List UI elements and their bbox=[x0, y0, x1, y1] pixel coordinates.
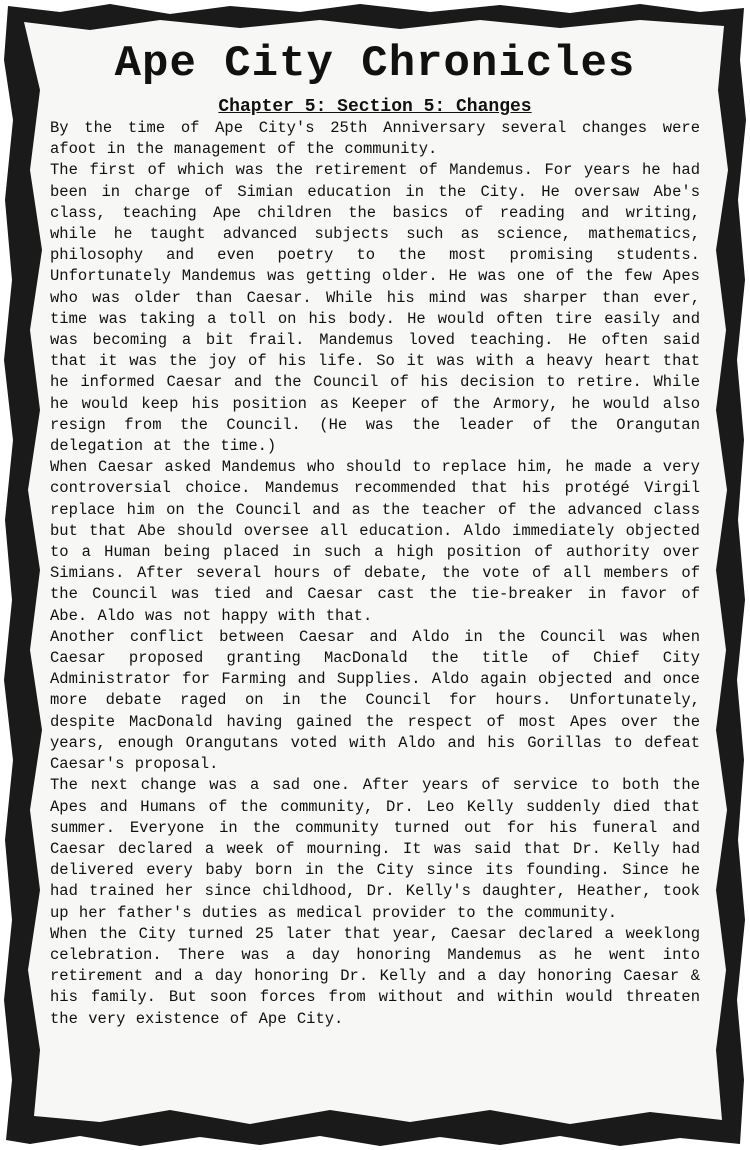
paragraph-1: By the time of Ape City's 25th Anniversary several changes were afoot in the management of the community. bbox=[50, 119, 700, 159]
section-heading: Chapter 5: Section 5: Changes bbox=[218, 97, 532, 117]
paragraph-5: The next change was a sad one. After years of service to both the Apes and Humans of the community, Dr. Leo Kelly suddenly died that summer. Everyone in the community turned out for his funeral and Caesar declared a week of mourning. It was said that Dr. Kelly had delivered every baby born in the City since its founding. Since he had trained her since childhood, Dr. Kelly's daughter, Heather, took up her father's duties as medical provider to the community. bbox=[50, 776, 700, 922]
paragraph-6: When the City turned 25 later that year, Caesar declared a weeklong celebration. There was a day honoring Mandemus as he went into retirement and a day honoring Dr. Kelly and a day honoring Caesar & his family. But soon forces from without and within would threaten the very existence of Ape City. bbox=[50, 924, 700, 1028]
paragraph-3: When Caesar asked Mandemus who should to replace him, he made a very controversial choice. Mandemus recommended that his protégé Virgil replace him on the Council and as the teacher of the advanced class but that Abe should oversee all education. Aldo immediately objected to a Human being placed in such a high position of authority over Simians. After several hours of debate, the vote of all members of the Council was tied and Caesar cast the tie-breaker in favor of Abe. Aldo was not happy with that. bbox=[50, 458, 700, 625]
document-body bbox=[50, 36, 700, 1030]
paragraph-4: Another conflict between Caesar and Aldo in the Council was when Caesar proposed granting MacDonald the title of Chief City Administrator for Farming and Supplies. Aldo again objected and once more debate raged on in the Council for hours. Unfortunately, despite MacDonald having gained the respect of most Apes over the years, enough Orangutans voted with Aldo and his Gorillas to defeat Caesar's proposal. bbox=[50, 627, 700, 774]
paragraph-2: The first of which was the retirement of Mandemus. For years he had been in charge of Simian education in the City. He oversaw Abe's class, teaching Ape children the basics of reading and writing, while he taught advanced subjects such as science, mathematics, philosophy and even poetry to the most promising students. Unfortunately Mandemus was getting older. He was one of the few Apes who was older than Caesar. While his mind was sharper than ever, time was taking a toll on his body. He would often tire easily and was becoming a bit frail. Mandemus loved teaching. He often said that it was the joy of his life. So it was with a heavy heart that he informed Caesar and the Council of his decision to retire. While he would keep his position as Keeper of the Armory, he would also resign from the Council. (He was the leader of the Orangutan delegation at the time.) bbox=[50, 161, 700, 456]
page-title: Ape City Chronicles bbox=[114, 39, 636, 89]
